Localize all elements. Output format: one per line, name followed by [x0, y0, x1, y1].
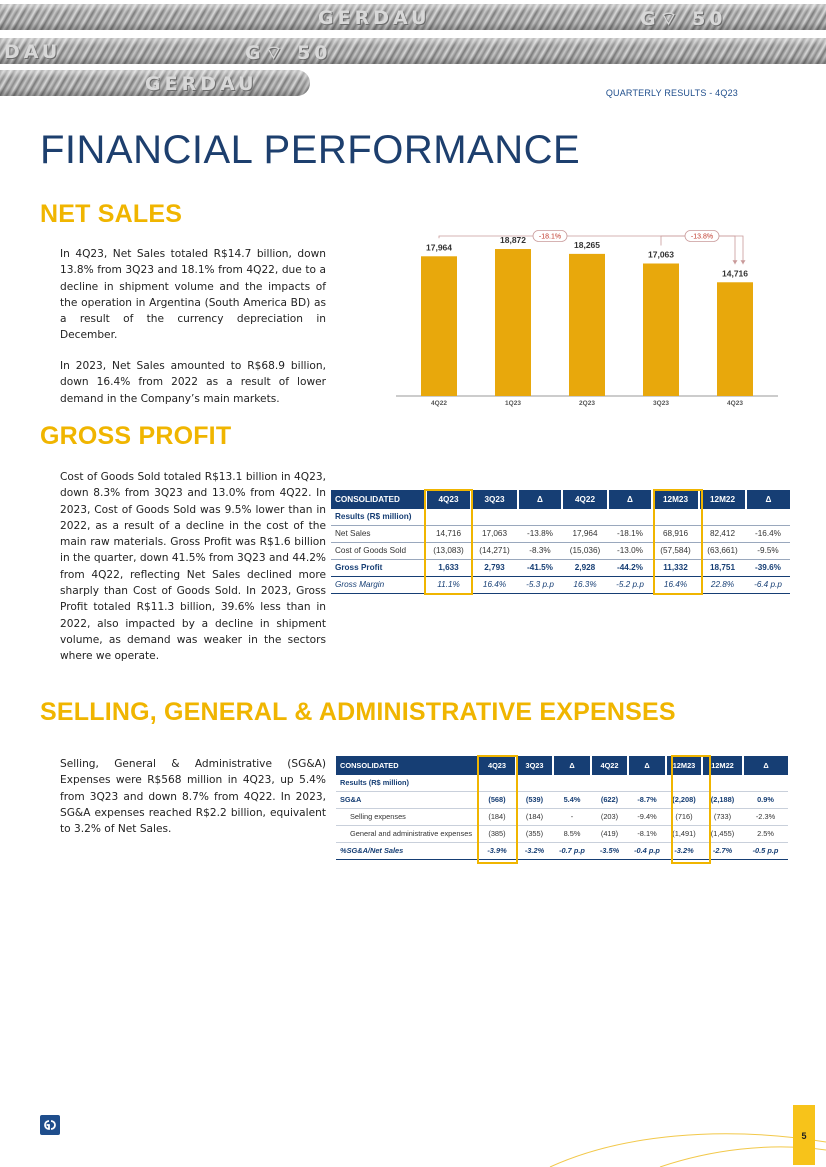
page-number: 5 — [793, 1105, 815, 1165]
rebar-stamp-brand-2: GERDAU — [145, 73, 258, 95]
gerdau-logo-icon — [40, 1115, 60, 1135]
table-cell: (539) — [516, 791, 553, 808]
table-empty-cell — [702, 775, 743, 791]
table-cell: - — [553, 808, 591, 825]
table-cell: 16.3% — [562, 576, 608, 593]
col-delta-3: Δ — [746, 490, 790, 509]
table-cell: (716) — [666, 808, 702, 825]
header-banner — [0, 0, 826, 100]
table-cell: (14,271) — [471, 542, 518, 559]
table-row-label: SG&A — [336, 791, 478, 808]
table-cell: -2.7% — [702, 842, 743, 859]
table-row — [331, 525, 790, 542]
table-empty-cell — [699, 509, 746, 525]
chart-annotation-arrow — [733, 260, 738, 264]
table-empty-cell — [666, 775, 702, 791]
rebar-stamp-anniversary-2: G⌔ 50 — [245, 42, 332, 64]
table-cell: (184) — [516, 808, 553, 825]
table-cell: 16.4% — [652, 576, 699, 593]
col-12m22: 12M22 — [702, 756, 743, 775]
table-cell: -3.5% — [591, 842, 628, 859]
table-header-row — [336, 756, 788, 775]
table-cell: 16.4% — [471, 576, 518, 593]
table-cell: -8.3% — [518, 542, 562, 559]
table-empty-cell — [478, 775, 516, 791]
gross-profit-table — [331, 490, 790, 594]
rebar-middle — [0, 38, 826, 64]
col-4q22: 4Q22 — [591, 756, 628, 775]
chart-bar — [495, 249, 531, 396]
table-cell: -16.4% — [746, 525, 790, 542]
chart-data-label: 14,716 — [722, 268, 748, 279]
table-cell: 18,751 — [699, 559, 746, 576]
chart-annotation-label: -13.8% — [690, 233, 714, 241]
rebar-stamp-brand-partial: DAU — [4, 41, 62, 63]
chart-annotation-arrow — [741, 260, 746, 264]
col-delta-2: Δ — [608, 490, 652, 509]
table-cell: -5.3 p.p — [518, 576, 562, 593]
table-empty-cell — [562, 509, 608, 525]
table-cell: 17,964 — [562, 525, 608, 542]
table-cell: 2.5% — [743, 825, 788, 842]
chart-tick-label: 3Q23 — [653, 400, 669, 407]
table-cell: -13.8% — [518, 525, 562, 542]
table-row-label: Gross Profit — [331, 559, 426, 576]
table-row — [336, 808, 788, 825]
chart-bar — [643, 263, 679, 396]
table-empty-cell — [652, 509, 699, 525]
sga-table — [336, 756, 788, 860]
table-subheader-row — [336, 775, 788, 791]
footer-swoosh — [540, 1120, 826, 1167]
table-cell: 1,633 — [426, 559, 471, 576]
table-empty-cell — [426, 509, 471, 525]
chart-annotation-label: -18.1% — [538, 233, 562, 241]
table-cell: -13.0% — [608, 542, 652, 559]
table-cell: -0.5 p.p — [743, 842, 788, 859]
table-row — [336, 791, 788, 808]
table-cell: 68,916 — [652, 525, 699, 542]
table-cell: (2,188) — [702, 791, 743, 808]
table-cell: (1,491) — [666, 825, 702, 842]
gross-profit-heading: GROSS PROFIT — [40, 422, 232, 450]
table-cell: 2,793 — [471, 559, 518, 576]
table-cell: (355) — [516, 825, 553, 842]
chart-tick-label: 1Q23 — [505, 400, 521, 407]
table-cell: 22.8% — [699, 576, 746, 593]
table-cell: (733) — [702, 808, 743, 825]
net-sales-bar-chart — [392, 226, 782, 412]
table-header-row — [331, 490, 790, 509]
rebar-stamp-brand: GERDAU — [318, 7, 431, 29]
report-label: QUARTERLY RESULTS - 4Q23 — [605, 88, 738, 98]
table-row-label: General and administrative expenses — [336, 825, 478, 842]
chart-bar — [569, 254, 605, 396]
col-4q22: 4Q22 — [562, 490, 608, 509]
col-12m22: 12M22 — [699, 490, 746, 509]
table-row-label: %SG&A/Net Sales — [336, 842, 478, 859]
gerdau-logo — [40, 1115, 60, 1135]
col-12m23: 12M23 — [666, 756, 702, 775]
table-cell: -3.9% — [478, 842, 516, 859]
table-cell: (622) — [591, 791, 628, 808]
table-row-label: Selling expenses — [336, 808, 478, 825]
table-row — [331, 542, 790, 559]
net-sales-heading: NET SALES — [40, 200, 183, 228]
chart-tick-label: 2Q23 — [579, 400, 595, 407]
table-empty-cell — [746, 509, 790, 525]
table-cell: 5.4% — [553, 791, 591, 808]
table-subheader-cell: Results (R$ million) — [331, 509, 426, 525]
table-cell: -44.2% — [608, 559, 652, 576]
table-empty-cell — [591, 775, 628, 791]
table-row-label: Cost of Goods Sold — [331, 542, 426, 559]
table-cell: (203) — [591, 808, 628, 825]
gross-profit-paragraph: Cost of Goods Sold totaled R$13.1 billion in 4Q23, down 8.3% from 3Q23 and 13.0% from 4Q22. In 2023, Cost of Goods Sold was 9.5% lower than in 2022, as a result of a decline in the cost of the main raw materials. Gross Profit was R$1.6 billion in the quarter, down 41.5% from 3Q23 and 44.2% from 4Q22, reflecting Net Sales declined more sharply than Cost of Goods Sold. In 2023, Gross Profit totaled R$11.3 billion, 39.6% less than in 2022, also impacted by a decline in shipment volume, as demand was weaker in the sectors where we operate. — [60, 471, 326, 663]
table-cell: -18.1% — [608, 525, 652, 542]
table-row — [331, 576, 790, 593]
chart-tick-label: 4Q23 — [727, 400, 743, 407]
table-empty-cell — [628, 775, 666, 791]
table-cell: 82,412 — [699, 525, 746, 542]
col-delta-1: Δ — [518, 490, 562, 509]
table-empty-cell — [608, 509, 652, 525]
rebar-bottom — [0, 70, 310, 96]
table-cell: 14,716 — [426, 525, 471, 542]
page-title: FINANCIAL PERFORMANCE — [40, 128, 581, 172]
table-row-label: Gross Margin — [331, 576, 426, 593]
table-cell: 8.5% — [553, 825, 591, 842]
table-cell: 17,063 — [471, 525, 518, 542]
col-delta-2: Δ — [628, 756, 666, 775]
table-cell: -0.7 p.p — [553, 842, 591, 859]
table-cell: -8.1% — [628, 825, 666, 842]
chart-data-label: 18,872 — [500, 235, 526, 246]
col-delta-3: Δ — [743, 756, 788, 775]
chart-bar — [421, 256, 457, 396]
col-4q23: 4Q23 — [478, 756, 516, 775]
table-empty-cell — [743, 775, 788, 791]
col-12m23: 12M23 — [652, 490, 699, 509]
sga-paragraph: Selling, General & Administrative (SG&A) Expenses were R$568 million in 4Q23, up 5.4% from 3Q23 and down 8.7% from 4Q22. In 2023, SG&A expenses reached R$2.2 billion, equivalent to 3.2% of Net Sales. — [60, 758, 326, 836]
col-3q23: 3Q23 — [516, 756, 553, 775]
chart-data-label: 17,964 — [426, 242, 452, 253]
table-cell: (57,584) — [652, 542, 699, 559]
table-cell: -5.2 p.p — [608, 576, 652, 593]
table-row — [336, 825, 788, 842]
chart-bar — [717, 282, 753, 396]
table-row — [336, 842, 788, 859]
table-cell: -9.5% — [746, 542, 790, 559]
table-cell: 11,332 — [652, 559, 699, 576]
rebar-stamp-anniversary: G⌔ 50 — [640, 8, 727, 30]
table-cell: (419) — [591, 825, 628, 842]
rebar-top — [0, 4, 826, 30]
net-sales-paragraph-2: In 2023, Net Sales amounted to R$68.9 billion, down 16.4% from 2022 as a result of lower demand in the Company’s main markets. — [60, 360, 326, 405]
table-cell: (184) — [478, 808, 516, 825]
table-empty-cell — [471, 509, 518, 525]
table-cell: -9.4% — [628, 808, 666, 825]
table-cell: -39.6% — [746, 559, 790, 576]
table-subheader-cell: Results (R$ million) — [336, 775, 478, 791]
table-cell: -3.2% — [666, 842, 702, 859]
table-cell: -2.3% — [743, 808, 788, 825]
table-cell: -3.2% — [516, 842, 553, 859]
table-cell: (63,661) — [699, 542, 746, 559]
table-empty-cell — [518, 509, 562, 525]
col-delta-1: Δ — [553, 756, 591, 775]
col-4q23: 4Q23 — [426, 490, 471, 509]
table-cell: -41.5% — [518, 559, 562, 576]
table-cell: 0.9% — [743, 791, 788, 808]
table-cell: (2,208) — [666, 791, 702, 808]
table-empty-cell — [553, 775, 591, 791]
table-subheader-row — [331, 509, 790, 525]
table-cell: (1,455) — [702, 825, 743, 842]
table-row — [331, 559, 790, 576]
col-consolidated: CONSOLIDATED — [331, 490, 426, 509]
net-sales-paragraph-1: In 4Q23, Net Sales totaled R$14.7 billion, down 13.8% from 3Q23 and 18.1% from 4Q22, due to a decline in shipment volume and the impacts of the operation in Argentina (South America BD) as a result of the currency depreciation in December. — [60, 248, 326, 342]
table-cell: -8.7% — [628, 791, 666, 808]
table-row-label: Net Sales — [331, 525, 426, 542]
table-cell: -6.4 p.p — [746, 576, 790, 593]
col-3q23: 3Q23 — [471, 490, 518, 509]
col-consolidated: CONSOLIDATED — [336, 756, 478, 775]
table-cell: (385) — [478, 825, 516, 842]
table-empty-cell — [516, 775, 553, 791]
table-cell: -0.4 p.p — [628, 842, 666, 859]
chart-tick-label: 4Q22 — [431, 400, 447, 407]
table-cell: (568) — [478, 791, 516, 808]
chart-data-label: 18,265 — [574, 239, 600, 250]
sga-heading: SELLING, GENERAL & ADMINISTRATIVE EXPENSES — [40, 698, 676, 726]
table-cell: 2,928 — [562, 559, 608, 576]
table-cell: (13,083) — [426, 542, 471, 559]
table-cell: 11.1% — [426, 576, 471, 593]
table-cell: (15,036) — [562, 542, 608, 559]
chart-data-label: 17,063 — [648, 249, 674, 260]
